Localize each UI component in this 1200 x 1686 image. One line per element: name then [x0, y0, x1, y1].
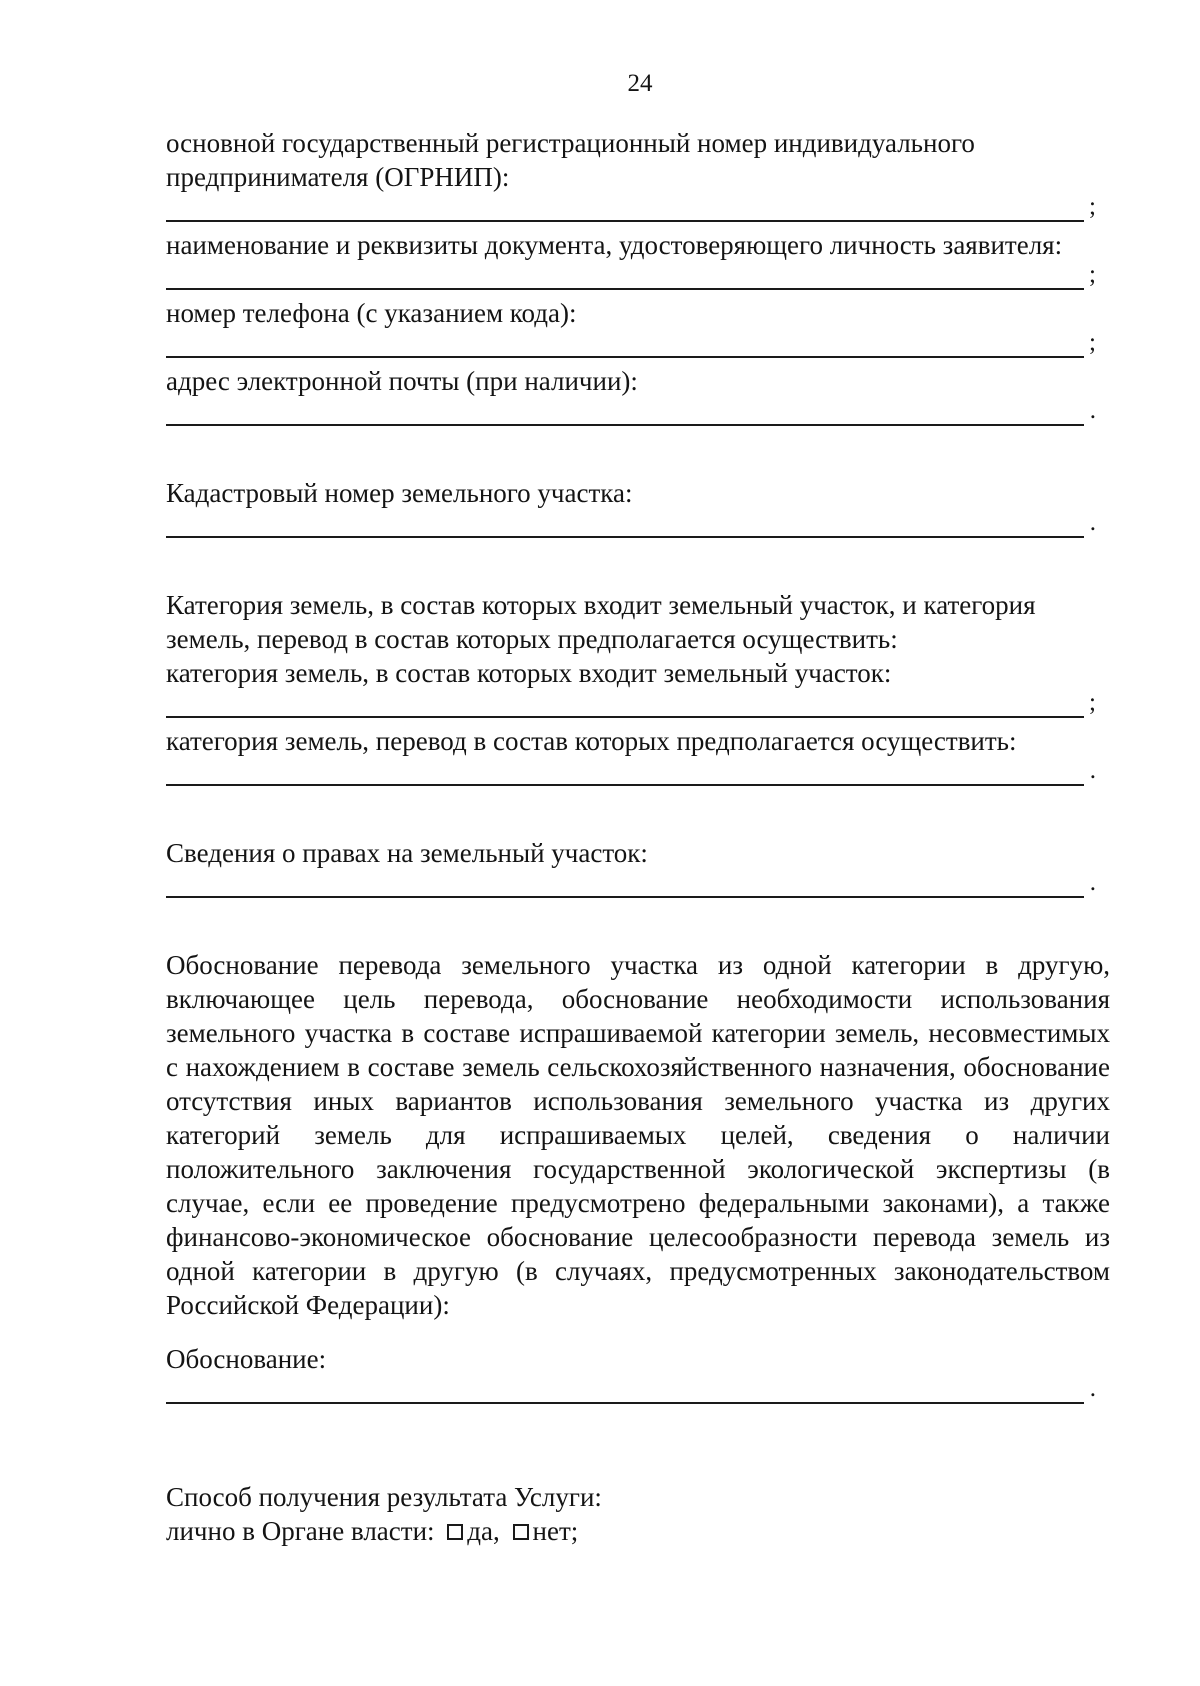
ogrnip-input-line[interactable] [166, 194, 1096, 228]
period: . [1089, 397, 1096, 424]
phone-label: номер телефона (с указанием кода): [166, 298, 577, 328]
underline [166, 288, 1084, 290]
category-current-input-line[interactable] [166, 690, 1096, 724]
in-person-label: лично в Органе власти: [166, 1516, 435, 1546]
category-heading-line2: земель, перевод в состав которых предполагается осуществить: [166, 624, 898, 654]
period: . [1089, 1375, 1096, 1402]
cadastral-label: Кадастровый номер земельного участка: [166, 478, 633, 508]
justification-paragraph: Обоснование перевода земельного участка из одной категории в другую, включающее цель перевода, обоснование необходимости использования земельного участка в составе испрашиваемой категории земель, несовместимых с нахождением в составе земель сельскохозяйственного назначения, обоснование отсутствия иных вариантов использования земельного участка из других категорий земель для испрашиваемых целей, сведения о наличии положительного заключения государственной экологической экспертизы (в случае, если ее проведение предусмотрено федеральными законами), а также финансово-экономическое обоснование целесообразности перевода земель из одной категории в другую (в случаях, предусмотренных законодательством Российской Федерации): [166, 950, 1110, 1320]
period: . [1089, 869, 1096, 896]
underline [166, 356, 1084, 358]
category-current-label: категория земель, в состав которых входит земельный участок: [166, 658, 892, 688]
semicolon: ; [1089, 329, 1096, 356]
receipt-in-person-line [166, 1514, 1096, 1548]
yes-option-label: да, [467, 1516, 500, 1546]
email-input-line[interactable] [166, 398, 1096, 432]
receipt-heading: Способ получения результата Услуги: [166, 1482, 602, 1512]
underline [166, 220, 1084, 222]
yes-checkbox[interactable] [447, 1524, 463, 1540]
underline [166, 716, 1084, 718]
phone-input-line[interactable] [166, 330, 1096, 364]
period: . [1089, 757, 1096, 784]
category-heading-line1: Категория земель, в состав которых входит земельный участок, и категория [166, 590, 1036, 620]
semicolon: ; [1089, 689, 1096, 716]
page-number: 24 [627, 70, 653, 97]
justification-label: Обоснование: [166, 1344, 327, 1374]
period: . [1089, 509, 1096, 536]
no-option-label: нет; [532, 1516, 579, 1546]
semicolon: ; [1089, 261, 1096, 288]
justification-input-line[interactable] [166, 1376, 1096, 1410]
id-document-label: наименование и реквизиты документа, удостоверяющего личность заявителя: [166, 230, 1063, 260]
underline [166, 1402, 1084, 1404]
underline [166, 784, 1084, 786]
ogrnip-label: основной государственный регистрационный номер индивидуального предпринимателя (ОГРНИП): [166, 128, 975, 192]
email-label: адрес электронной почты (при наличии): [166, 366, 638, 396]
underline [166, 424, 1084, 426]
application-form [166, 126, 1110, 1548]
underline [166, 536, 1084, 538]
semicolon: ; [1089, 193, 1096, 220]
category-target-label: категория земель, перевод в состав которых предполагается осуществить: [166, 726, 1017, 756]
rights-label: Сведения о правах на земельный участок: [166, 838, 648, 868]
rights-input-line[interactable] [166, 870, 1096, 904]
category-target-input-line[interactable] [166, 758, 1096, 792]
no-checkbox[interactable] [513, 1524, 529, 1540]
cadastral-input-line[interactable] [166, 510, 1096, 544]
underline [166, 896, 1084, 898]
id-document-input-line[interactable] [166, 262, 1096, 296]
